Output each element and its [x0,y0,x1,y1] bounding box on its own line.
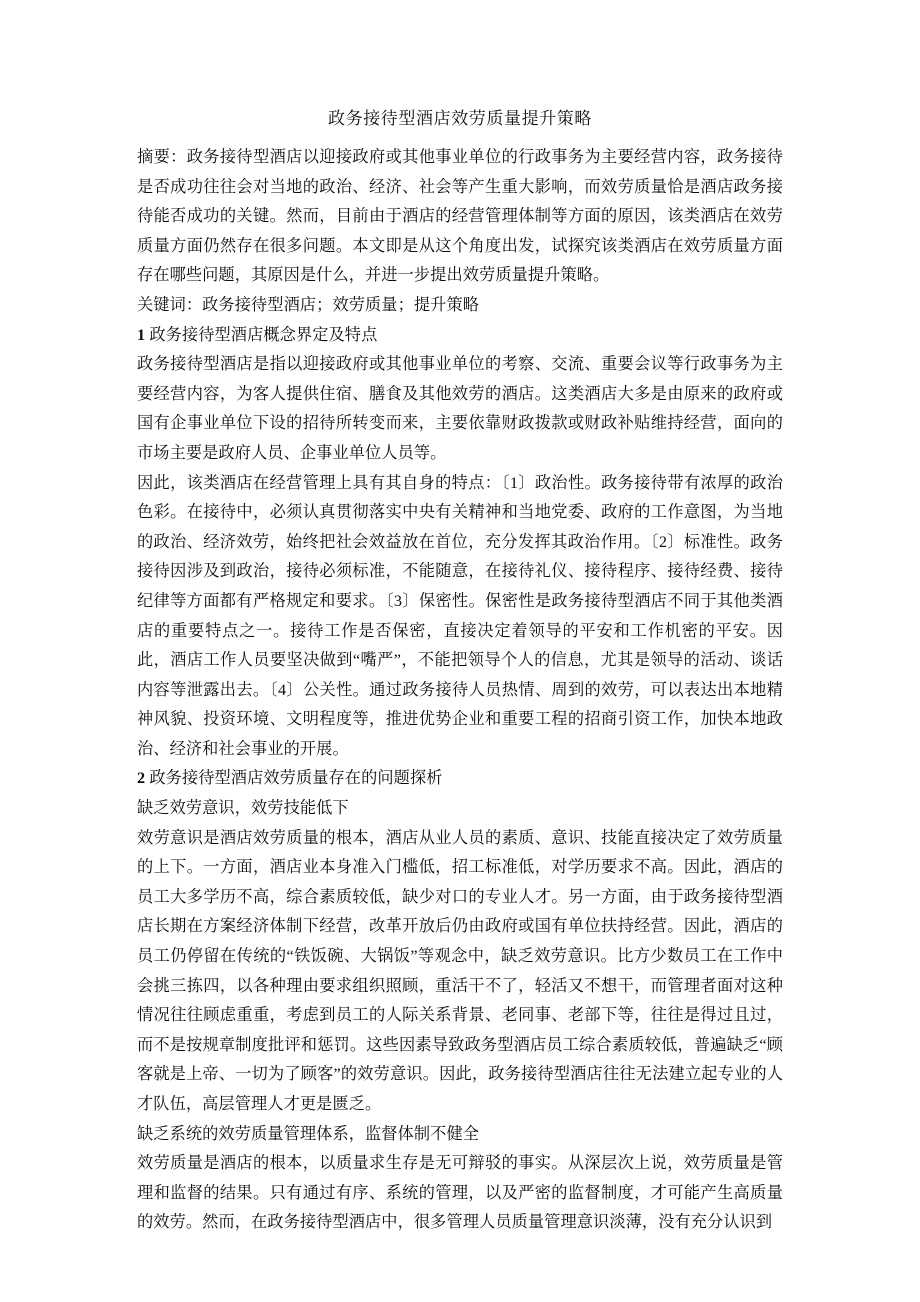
heading-section-1 [137,321,783,351]
subheading-2-2: 缺乏系统的效劳质量管理体系，监督体制不健全 [137,1124,480,1143]
section-2-1-paragraph-1: 效劳意识是酒店效劳质量的根本，酒店从业人员的素质、意识、技能直接决定了效劳质量的上下。一方面，酒店业本身准入门槛低，招工标准低，对学历要求不高。因此，酒店的员工大多学历不高，综合素质较低，缺少对口的专业人才。另一方面，由于政务接待型酒店长期在方案经济体制下经营，改革开放后仍由政府或国有单位扶持经营。因此，酒店的员工仍停留在传统的“铁饭碗、大锅饭”等观念中，缺乏效劳意识。比方少数员工在工作中会挑三拣四，以各种理由要求组织照顾，重活干不了，轻活又不想干，而管理者面对这种情况往往顾虑重重，考虑到员工的人际关系背景、老同事、老部下等，往往是得过且过，而不是按规章制度批评和惩罚。这些因素导致政务型酒店员工综合素质较低，普遍缺乏“顾客就是上帝、一切为了顾客”的效劳意识。因此，政务接待型酒店往往无法建立起专业的人才队伍，高层管理人才更是匮乏。 [137,828,783,1113]
heading-text: 政务接待型酒店效劳质量存在的问题探析 [149,769,443,788]
document-block-list [137,143,783,1238]
heading-number: 2 [137,769,146,788]
document-body [137,104,783,1238]
abstract-paragraph: 摘要：政务接待型酒店以迎接政府或其他事业单位的行政事务为主要经营内容，政务接待是否成功往往会对当地的政治、经济、社会等产生重大影响，而效劳质量恰是酒店政务接待能否成功的关键。然而，目前由于酒店的经营管理体制等方面的原因，该类酒店在效劳质量方面仍然存在很多问题。本文即是从这个角度出发，试探究该类酒店在效劳质量方面存在哪些问题，其原因是什么，并进一步提出效劳质量提升策略。 [137,148,783,285]
heading-text: 政务接待型酒店概念界定及特点 [149,325,378,344]
page-title: 政务接待型酒店效劳质量提升策略 [328,109,592,128]
section-2-2-paragraph-1: 效劳质量是酒店的根本，以质量求生存是无可辩驳的事实。从深层次上说，效劳质量是管理和监督的结果。只有通过有序、系统的管理，以及严密的监督制度，才可能产生高质量的效劳。然而，在政务接待型酒店中，很多管理人员质量管理意识淡薄，没有充分认识到 [137,1154,783,1232]
section-1-paragraph-2: 因此，该类酒店在经营管理上具有其自身的特点：〔1〕政治性。政务接待带有浓厚的政治色彩。在接待中，必须认真贯彻落实中央有关精神和当地党委、政府的工作意图，为当地的政治、经济效劳，始终把社会效益放在首位，充分发挥其政治作用。〔2〕标准性。政务接待因涉及到政治，接待必须标准，不能随意，在接待礼仪、接待程序、接待经费、接待纪律等方面都有严格规定和要求。〔3〕保密性。保密性是政务接待型酒店不同于其他类酒店的重要特点之一。接待工作是否保密，直接决定着领导的平安和工作机密的平安。因此，酒店工作人员要坚决做到“嘴严”，不能把领导个人的信息，尤其是领导的活动、谈话内容等泄露出去。〔4〕公关性。通过政务接待人员热情、周到的效劳，可以表达出本地精神风貌、投资环境、文明程度等，推进优势企业和重要工程的招商引资工作，加快本地政治、经济和社会事业的开展。 [137,473,783,758]
section-1-paragraph-1: 政务接待型酒店是指以迎接政府或其他事业单位的考察、交流、重要会议等行政事务为主要经营内容，为客人提供住宿、膳食及其他效劳的酒店。这类酒店大多是由原来的政府或国有企事业单位下设的招待所转变而来，主要依靠财政拨款或财政补贴维持经营，面向的市场主要是政府人员、企事业单位人员等。 [137,355,783,462]
heading-number: 1 [137,325,146,344]
heading-section-2 [137,764,783,794]
keywords-paragraph: 关键词：政务接待型酒店；效劳质量；提升策略 [137,295,480,314]
subheading-2-1: 缺乏效劳意识，效劳技能低下 [137,799,349,818]
